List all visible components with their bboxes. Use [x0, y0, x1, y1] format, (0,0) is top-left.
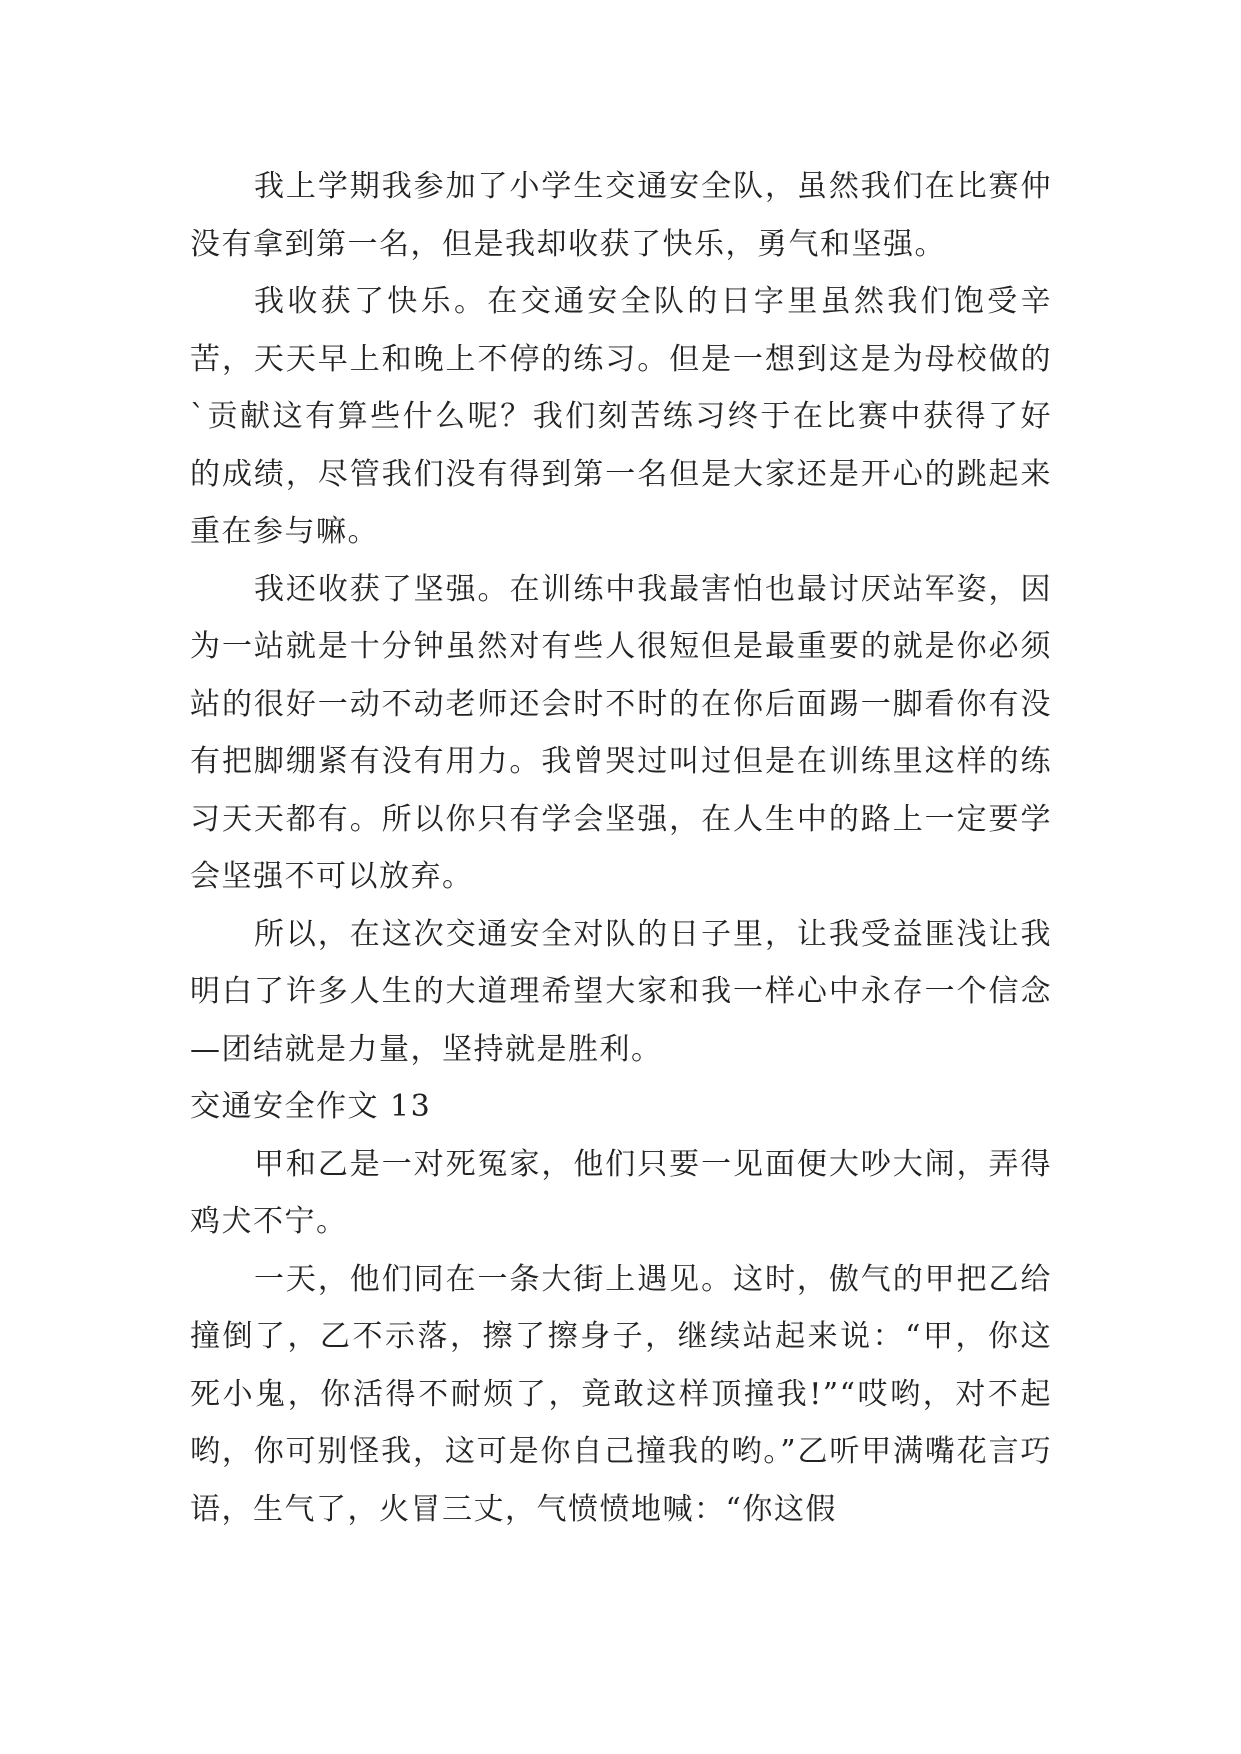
document-body — [190, 158, 1052, 1538]
section-heading: 交通安全作文 13 — [190, 1089, 432, 1124]
paragraph: 我上学期我参加了小学生交通安全队，虽然我们在比赛仲没有拿到第一名，但是我却收获了快乐，勇气和坚强。 — [190, 169, 1052, 262]
paragraph: 我还收获了坚强。在训练中我最害怕也最讨厌站军姿，因为一站就是十分钟虽然对有些人很短但是最重要的就是你必须站的很好一动不动老师还会时不时的在你后面踢一脚看你有没有把脚绷紧有没有用力。我曾哭过叫过但是在训练里这样的练习天天都有。所以你只有学会坚强，在人生中的路上一定要学会坚强不可以放弃。 — [190, 571, 1052, 894]
paragraph: 所以，在这次交通安全对队的日子里，让我受益匪浅让我明白了许多人生的大道理希望大家和我一样心中永存一个信念—团结就是力量，坚持就是胜利。 — [190, 916, 1052, 1067]
paragraph: 甲和乙是一对死冤家，他们只要一见面便大吵大闹，弄得鸡犬不宁。 — [190, 1146, 1052, 1239]
paragraph: 我收获了快乐。在交通安全队的日字里虽然我们饱受辛苦，天天早上和晚上不停的练习。但是一想到这是为母校做的`贡献这有算些什么呢？我们刻苦练习终于在比赛中获得了好的成绩，尽管我们没有得到第一名但是大家还是开心的跳起来重在参与嘛。 — [190, 284, 1052, 549]
paragraph: 一天，他们同在一条大街上遇见。这时，傲气的甲把乙给撞倒了，乙不示落，擦了擦身子，继续站起来说：“甲，你这死小鬼，你活得不耐烦了，竟敢这样顶撞我!”“哎哟，对不起哟，你可别怪我，这可是你自己撞我的哟。”乙听甲满嘴花言巧语，生气了，火冒三丈，气愤愤地喊：“你这假 — [190, 1261, 1052, 1527]
